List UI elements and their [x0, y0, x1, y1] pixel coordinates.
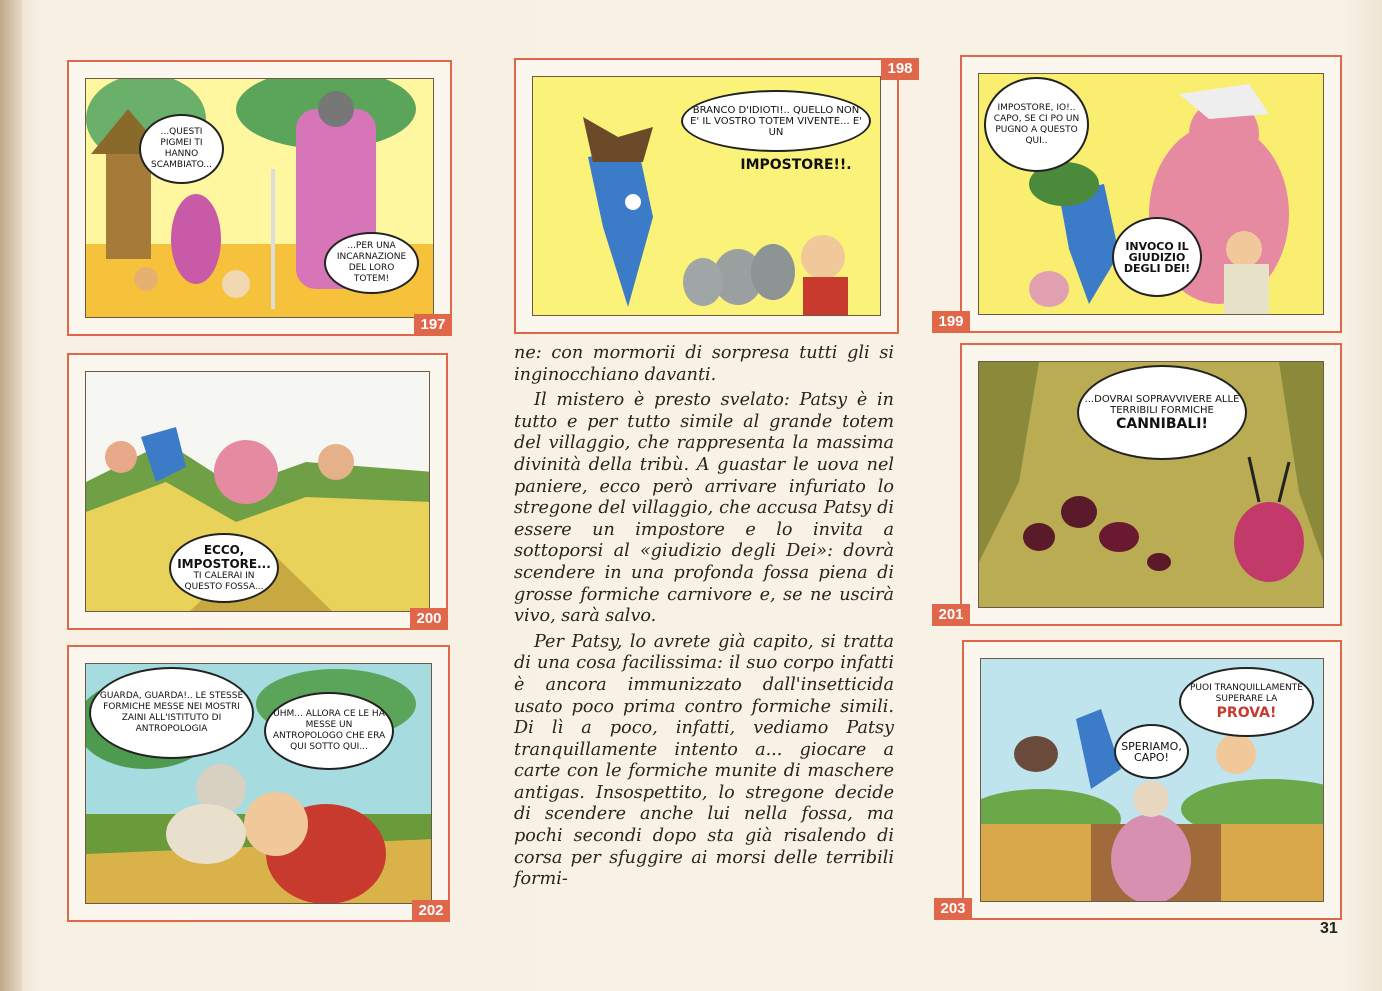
page-fold	[0, 0, 22, 991]
speech-bubble-emphasis	[741, 148, 851, 182]
sticker-199	[938, 55, 1342, 333]
story-paragraph: ne: con mormorii di sorpresa tutti gli si inginocchiano davanti.	[514, 343, 894, 385]
sticker-number: 197	[414, 314, 452, 336]
bubble-text: IMPOSTORE!!.	[740, 157, 852, 173]
sticker-198	[514, 58, 913, 334]
sticker-number: 198	[881, 58, 919, 80]
bubble-text: PROVA!	[1216, 705, 1277, 721]
story-paragraph: Per Patsy, lo avrete già capito, si tratta di una cosa facilissima: il suo corpo infatti è ancora immunizzato dall'insetticida usato poco prima contro formiche simili. Di lì a poco, infatti, vediamo Patsy tranquillamente intento a... giocare a carte con le formiche munite di maschere antigas. Insospettito, lo stregone decide di scendere anche lui nella fossa, ma pochi secondi dopo sta già risalendo di corsa per sfuggire ai morsi delle terribili formi-	[514, 631, 894, 890]
sticker-201	[938, 343, 1342, 626]
sticker-number: 203	[934, 898, 972, 920]
story-text-column	[514, 343, 894, 891]
speech-bubble: GUARDA, GUARDA!.. LE STESSE FORMICHE MESSE NEI MOSTRI ZAINI ALL'ISTITUTO DI ANTROPOLOGIA	[89, 667, 254, 759]
sticker-202	[67, 645, 450, 922]
sticker-number: 201	[932, 604, 970, 626]
sticker-number: 200	[410, 608, 448, 630]
speech-bubble: BRANCO D'IDIOTI!.. QUELLO NON E' IL VOSTRO TOTEM VIVENTE... E' UN	[681, 90, 871, 152]
sticker-197	[67, 60, 452, 336]
bubble-text: TI CALERAI IN QUESTO FOSSA...	[184, 571, 264, 592]
bubble-text: ...DOVRAI SOPRAVVIVERE ALLE TERRIBILI FORMICHE	[1084, 393, 1240, 416]
speech-bubble: UHM... ALLORA CE LE HA MESSE UN ANTROPOLOGO CHE ERA QUI SOTTO QUI...	[264, 692, 394, 770]
story-paragraph: Il mistero è presto svelato: Patsy è in tutto e per tutto simile al grande totem del villaggio, che rappresenta la massima divinità della tribù. A guastar le uova nel paniere, ecco però arrivare infuriato lo stregone del villaggio, che accusa Patsy di essere un impostore e lo invita a sottoporsi al «giudizio degli Dei»: dovrà scendere in una profonda fossa piena di grosse formiche carnivore e, se ne uscirà vivo, sarà salvo.	[514, 390, 894, 627]
sticker-number: 199	[932, 311, 970, 333]
bubble-text: ECCO, IMPOSTORE...	[177, 543, 271, 571]
speech-bubble: ...PER UNA INCARNAZIONE DEL LORO TOTEM!	[324, 232, 419, 294]
sticker-200	[67, 353, 448, 630]
speech-bubble	[169, 533, 279, 603]
speech-bubble: INVOCO IL GIUDIZIO DEGLI DEI!	[1112, 217, 1202, 297]
bubble-text: PUOI TRANQUILLAMENTE SUPERARE LA	[1190, 683, 1303, 704]
page-number: 31	[1320, 920, 1338, 937]
speech-bubble: ...QUESTI PIGMEI TI HANNO SCAMBIATO...	[139, 114, 224, 184]
speech-bubble	[1179, 667, 1314, 737]
sticker-number: 202	[412, 900, 450, 922]
bubble-text: CANNIBALI!	[1116, 415, 1208, 432]
speech-bubble	[1077, 365, 1247, 460]
sticker-203	[940, 640, 1342, 920]
speech-bubble: IMPOSTORE, IO!.. CAPO, SE CI PO UN PUGNO A QUESTO QUI..	[984, 77, 1089, 172]
speech-bubble: SPERIAMO, CAPO!	[1114, 724, 1189, 779]
